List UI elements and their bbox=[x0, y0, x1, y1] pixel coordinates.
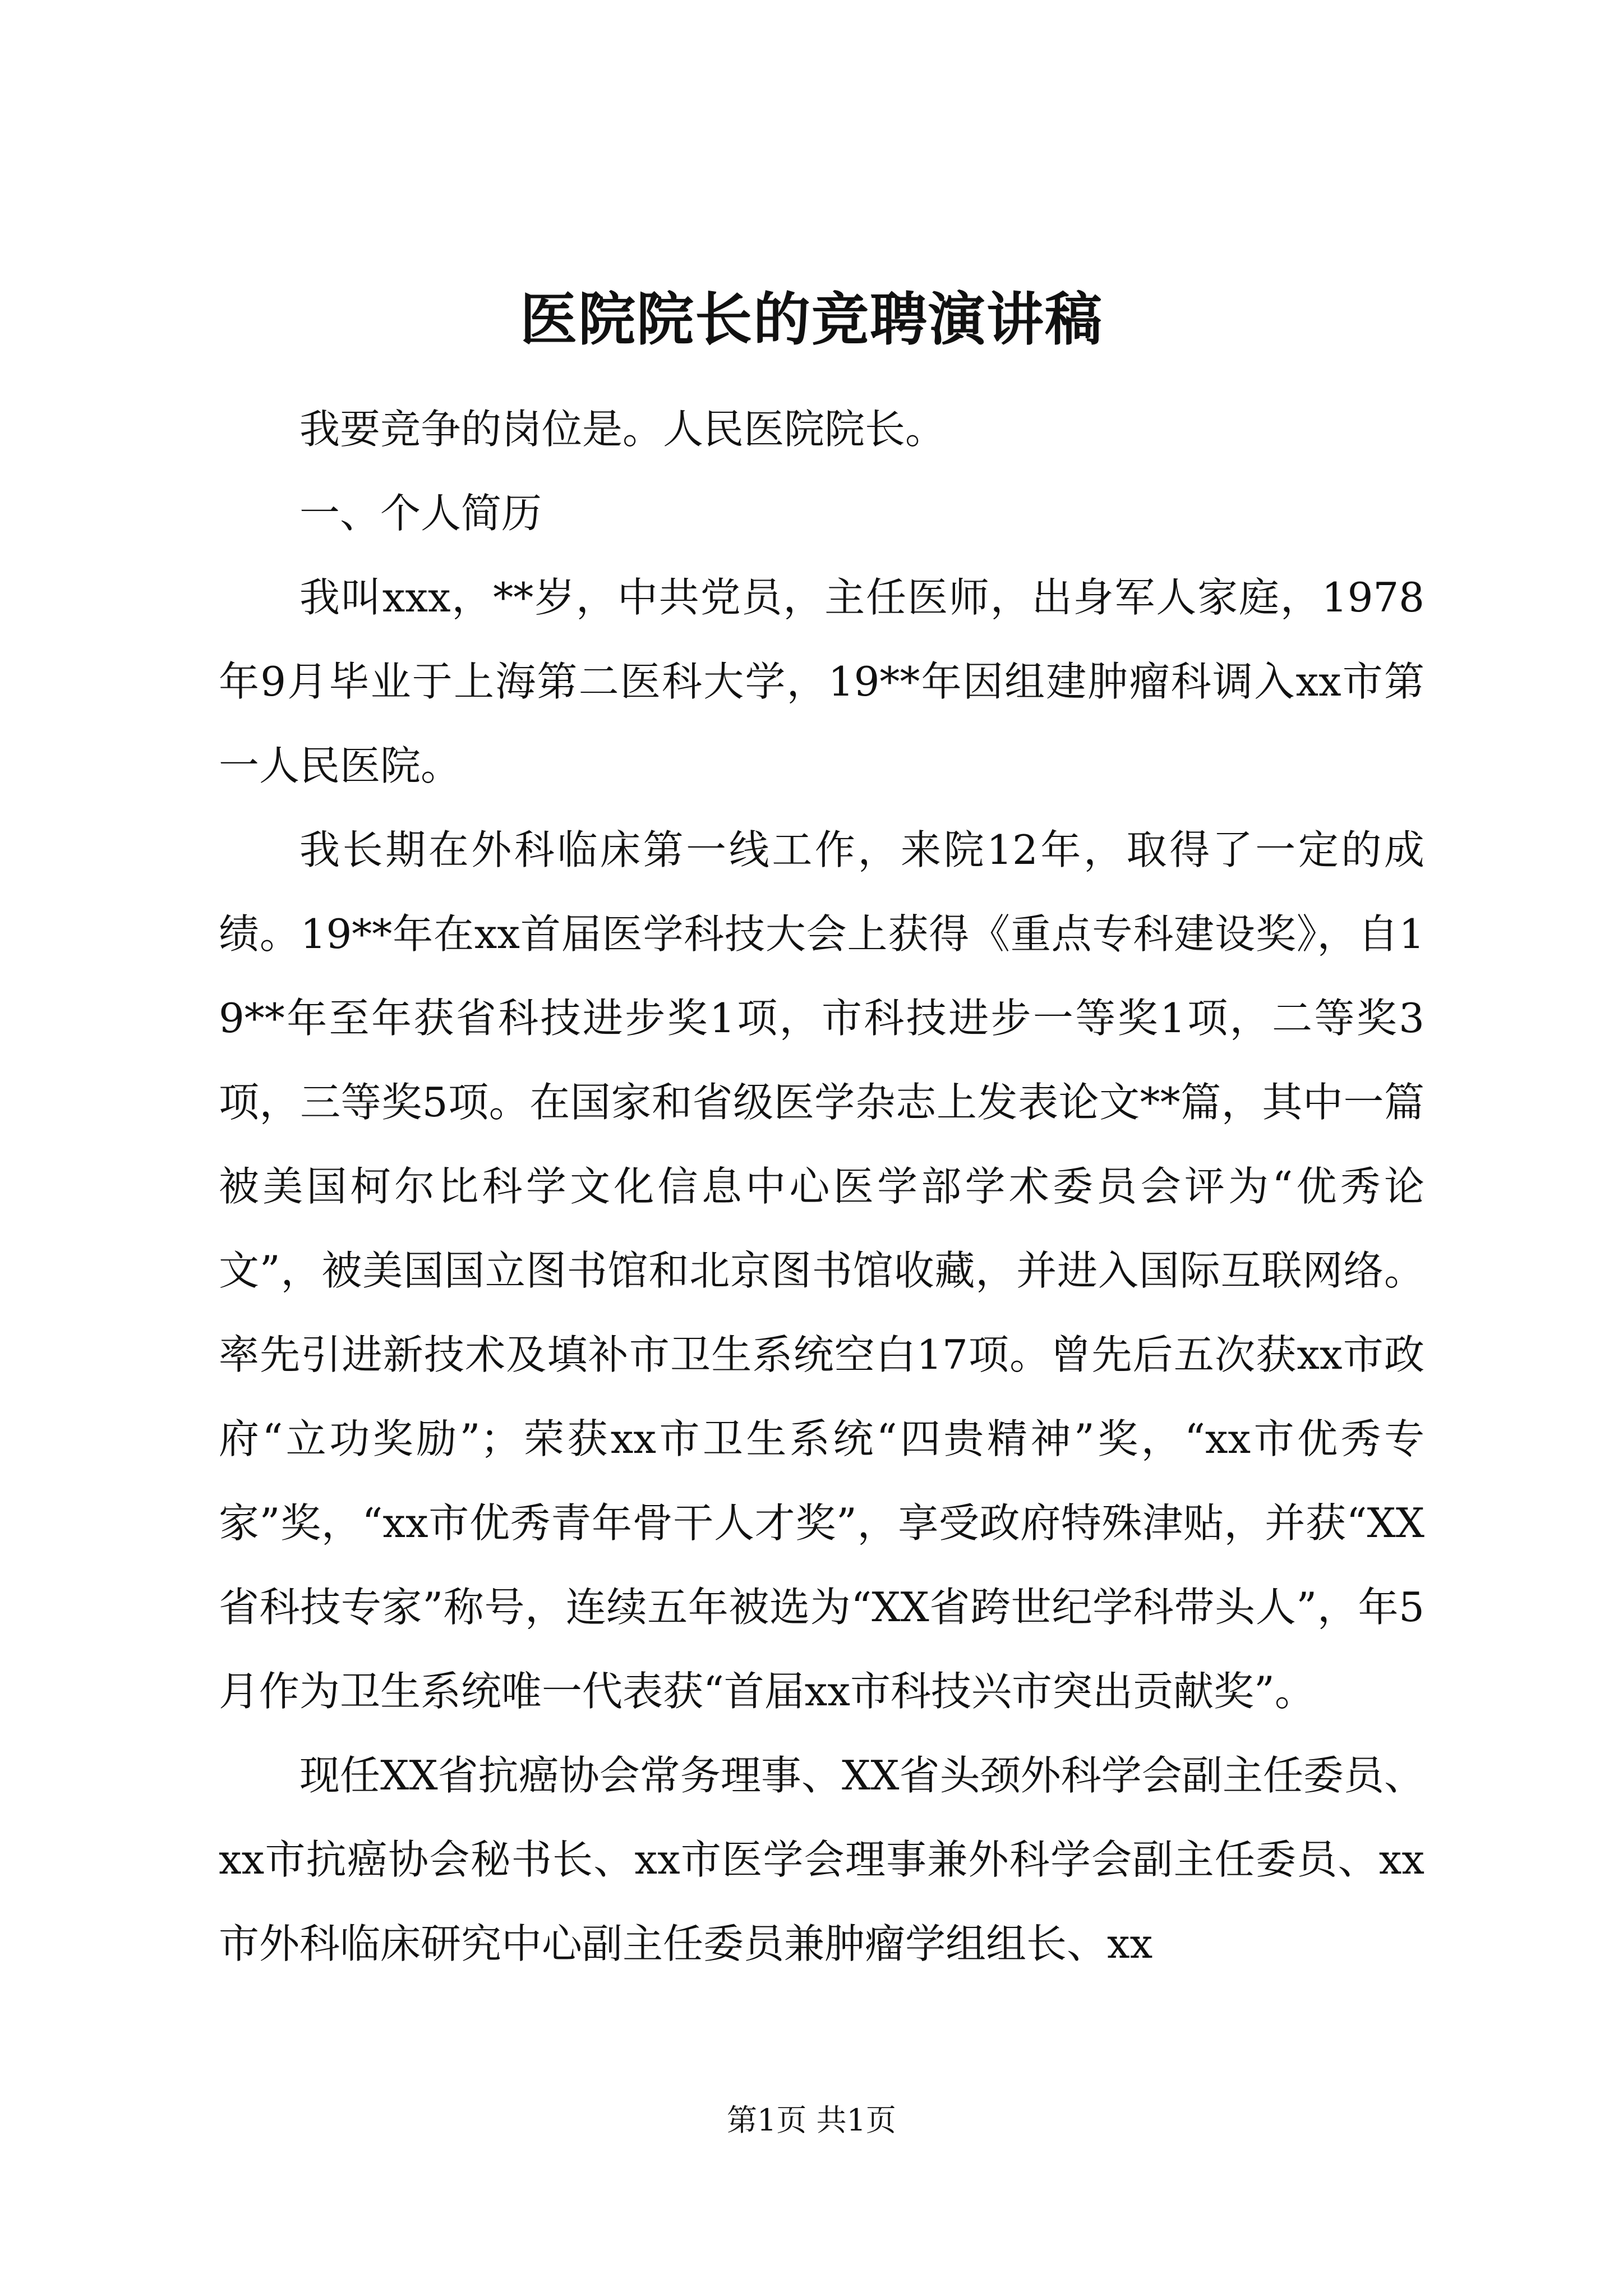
paragraph-introduction: 我叫xxx，**岁，中共党员，主任医师，出身军人家庭，1978年9月毕业于上海第二医科大学，19**年因组建肿瘤科调入xx市第一人民医院。 bbox=[219, 574, 1424, 789]
section-heading-resume: 一、个人简历 bbox=[299, 490, 542, 537]
paragraph-current-roles: 现任XX省抗癌协会常务理事、XX省头颈外科学会副主任委员、xx市抗癌协会秘书长、xx市医学会理事兼外科学会副主任委员、xx市外科临床研究中心副主任委员兼肿瘤学组组长、xx bbox=[219, 1752, 1424, 1967]
paragraph-position: 我要竞争的岗位是。人民医院院长。 bbox=[299, 406, 946, 453]
paragraph-achievements: 我长期在外科临床第一线工作，来院12年，取得了一定的成绩。19**年在xx首届医学科技大会上获得《重点专科建设奖》，自19**年至年获省科技进步奖1项，市科技进步一等奖1项，二等奖3项，三等奖5项。在国家和省级医学杂志上发表论文**篇，其中一篇被美国柯尔比科学文化信息中心医学部学术委员会评为“优秀论文”，被美国国立图书馆和北京图书馆收藏，并进入国际互联网络。率先引进新技术及填补市卫生系统空白17项。曾先后五次获xx市政府“立功奖励”；荣获xx市卫生系统“四贵精神”奖，“xx市优秀专家”奖，“xx市优秀青年骨干人才奖”，享受政府特殊津贴，并获“XX省科技专家”称号，连续五年被选为“XX省跨世纪学科带头人”，年5月作为卫生系统唯一代表获“首届xx市科技兴市突出贡献奖”。 bbox=[219, 826, 1424, 1715]
page-footer: 第1页 共1页 bbox=[727, 2102, 896, 2138]
document-title: 医院院长的竞聘演讲稿 bbox=[520, 286, 1103, 353]
document-body bbox=[219, 387, 1424, 1986]
